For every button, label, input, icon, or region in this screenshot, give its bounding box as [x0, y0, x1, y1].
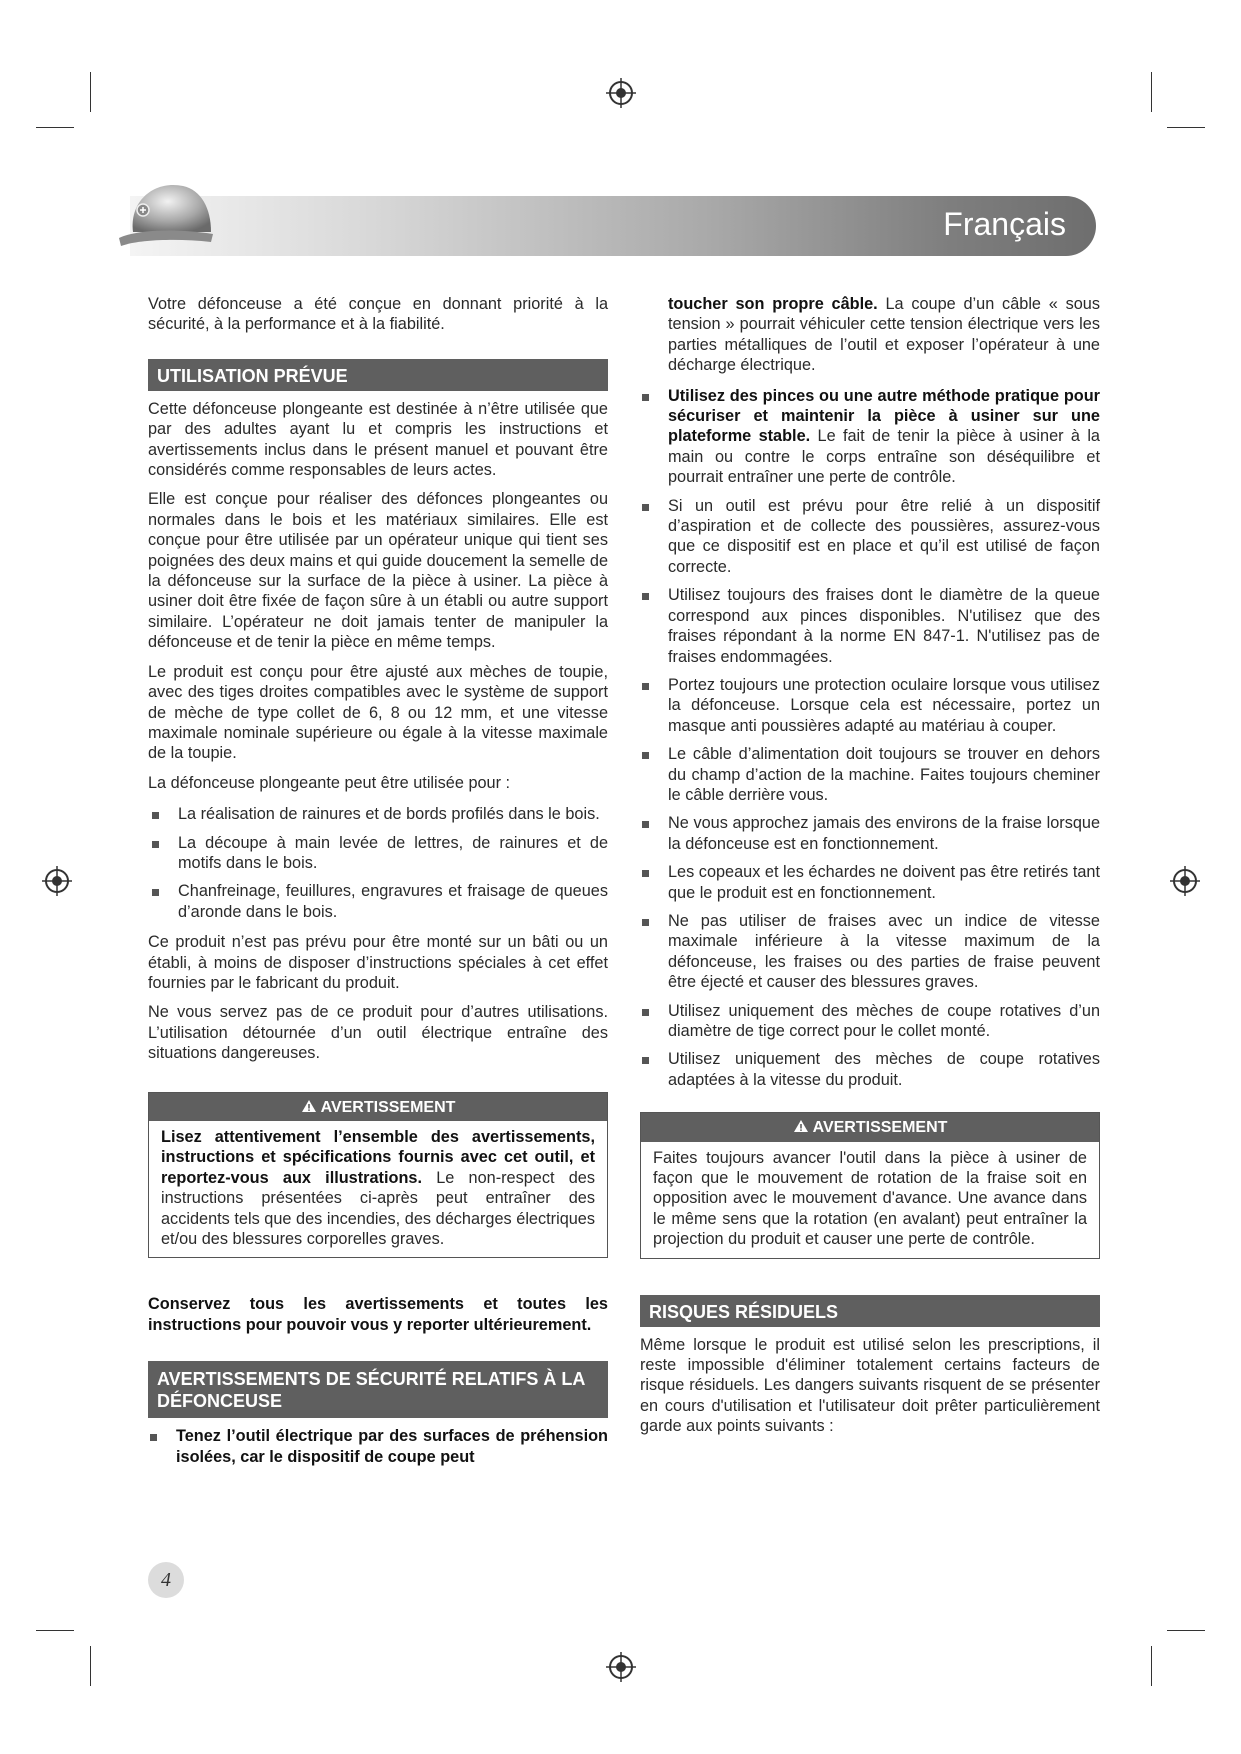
registration-mark-icon [606, 78, 636, 108]
usage-paragraph: Ne vous servez pas de ce produit pour d’autres utilisations. L’utilisation détournée d’un outil électrique entraîne des situations dangereuses. [148, 1003, 608, 1063]
warning-text: Le non-respect des instructions présentées ci-après peut entraîner des accidents tels que des incendies, des décharges électriques et/ou des blessures corporelles graves. [161, 1168, 595, 1249]
safety-bullet-text: Tenez l’outil électrique par des surfaces de préhension isolées, car le dispositif de coupe peut [176, 1427, 608, 1466]
warning-header [641, 1113, 1099, 1141]
usage-paragraph: La défonceuse plongeante peut être utilisée pour : [148, 773, 511, 792]
helmet-icon [115, 160, 215, 260]
list-item: Ne pas utiliser de fraises avec un indice de vitesse maximale inférieure à la vitesse maximum de la défonceuse, les fraises ou des parties de fraise peuvent être éjecté et causer des blessures graves. [640, 911, 1100, 993]
warning-triangle-icon [301, 1099, 317, 1113]
intro-text: Votre défonceuse a été conçue en donnant priorité à la sécurité, à la performance et à la fiabilité. [148, 295, 608, 334]
warning-body: Faites toujours avancer l'outil dans la pièce à usiner de façon que le mouvement de rotation de la fraise soit en opposition avec le mouvement d'avance. Une avance dans le même sens que la rotation (en avalant) peut entraîner la projection du produit et causer une perte de contrôle. [653, 1148, 1087, 1249]
residual-paragraph: Même lorsque le produit est utilisé selon les prescriptions, il reste impossible d'éliminer totalement certains facteurs de risque résiduels. Les dangers suivants risquent de se présenter en cours d'utilisation et l'utilisateur doit prêter particulièrement garde aux points suivants : [640, 1335, 1100, 1436]
list-item [640, 386, 1100, 488]
crop-mark [90, 72, 91, 112]
list-item: Chanfreinage, feuillures, engravures et fraisage de queues d’aronde dans le bois. [148, 881, 608, 922]
list-item: Si un outil est prévu pour être relié à un dispositif d’aspiration et de collecte des poussières, assurez-vous que ce dispositif est en place et qu’il est utilisé de façon correcte. [640, 496, 1100, 578]
warning-title: AVERTISSEMENT [320, 1098, 456, 1116]
list-item: Utilisez uniquement des mèches de coupe rotatives adaptées à la vitesse du produit. [640, 1049, 1100, 1090]
usage-paragraph: Ce produit n’est pas prévu pour être monté sur un bâti ou un établi, à moins de disposer d’instructions spéciales à cet effet fournies par le fabricant du produit. [148, 933, 608, 992]
safety-section-title: AVERTISSEMENTS DE SÉCURITÉ RELATIFS À LA DÉFONCEUSE [148, 1361, 608, 1418]
list-item: Utilisez toujours des fraises dont le diamètre de la queue correspond aux pinces disponibles. N'utilisez que des fraises répondant à la norme EN 847-1. N'utilisez pas de fraises endommagées. [640, 585, 1100, 667]
crop-mark [36, 127, 74, 128]
usage-paragraph: Cette défonceuse plongeante est destinée à n’être utilisée que par des adultes ayant lu et compris les instructions et avertissements inclus dans le présent manuel et pouvant être considérés comme responsables de leurs actes. [148, 399, 608, 480]
page-number: 4 [148, 1562, 184, 1598]
continued-text: La coupe d’un câble « sous tension » pourrait véhiculer cette tension électrique vers les parties métalliques de l’outil et exposer l’opérateur à une décharge électrique. [668, 295, 1100, 375]
warning-body [149, 1121, 607, 1257]
bullet-text: Le fait de tenir la pièce à usiner à la main ou contre le corps entraîne son déséquilibre et pourrait entraîner une perte de contrôle. [668, 427, 1100, 487]
usage-paragraph: Elle est conçue pour réaliser des défonces plongeantes ou normales dans le bois et les matériaux similaires. Elle est conçue pour être utilisée par un opérateur unique qui tient ses poignées des deux mains et qui guide doucement la semelle de la défonceuse sur la surface de la pièce à usiner. La pièce à usiner doit être fixée de façon sûre à un établi ou autre support similaire. L’opérateur ne doit jamais tenter de manipuler la défonceuse et de tenir la pièce en même temps. [148, 490, 608, 652]
warning-triangle-icon [793, 1119, 809, 1133]
warning-bold-text: Lisez attentivement l’ensemble des avertissements, instructions et spécifications fournis avec cet outil, et reportez-vous aux illustrations. [161, 1128, 595, 1187]
bullet-bold: Utilisez des pinces ou une autre méthode pratique pour sécuriser et maintenir la pièce à usiner sur une plateforme stable. [668, 386, 1100, 446]
crop-mark [1167, 127, 1205, 128]
registration-mark-icon [1170, 866, 1200, 896]
list-item: La réalisation de rainures et de bords profilés dans le bois. [148, 804, 608, 824]
right-column [640, 294, 1100, 1446]
crop-mark [1151, 1646, 1152, 1686]
list-item: La découpe à main levée de lettres, de rainures et de motifs dans le bois. [148, 833, 608, 874]
residual-section-title: RISQUES RÉSIDUELS [640, 1295, 1100, 1327]
list-item: Le câble d’alimentation doit toujours se trouver en dehors du champ d’action de la machine. Faites toujours cheminer le câble derrière vous. [640, 744, 1100, 805]
warning-title: AVERTISSEMENT [812, 1119, 948, 1137]
crop-mark [1167, 1630, 1205, 1631]
list-item: Utilisez uniquement des mèches de coupe rotatives d’un diamètre de tige correct pour le collet monté. [640, 1001, 1100, 1042]
warning-header [149, 1093, 607, 1121]
list-item [148, 1426, 608, 1467]
continued-bold: toucher son propre câble. [668, 295, 878, 313]
keep-instructions-text: Conservez tous les avertissements et toutes les instructions pour pouvoir vous y reporter ultérieurement. [148, 1295, 608, 1334]
keep-instructions [148, 1294, 608, 1335]
crop-mark [36, 1630, 74, 1631]
list-item: Ne vous approchez jamais des environs de la fraise lorsque la défonceuse est en fonctionnement. [640, 813, 1100, 854]
registration-mark-icon [42, 866, 72, 896]
list-item: Les copeaux et les échardes ne doivent pas être retirés tant que le produit est en fonctionnement. [640, 862, 1100, 903]
usage-section-title: UTILISATION PRÉVUE [148, 359, 608, 391]
registration-mark-icon [606, 1652, 636, 1682]
usage-paragraph: Le produit est conçu pour être ajusté aux mèches de toupie, avec des tiges droites compatibles avec le système de support de mèche de type collet de 6, 8 ou 12 mm, et une vitesse maximale nominale supérieure ou égale à la vitesse maximale de la toupie. [148, 662, 608, 763]
language-header [130, 196, 1096, 256]
crop-mark [90, 1646, 91, 1686]
list-item: Portez toujours une protection oculaire lorsque vous utilisez la défonceuse. Lorsque cela est nécessaire, portez un masque anti poussières adapté au matériau à couper. [640, 675, 1100, 736]
left-column [148, 294, 608, 1475]
continued-paragraph [640, 294, 1100, 376]
language-title: Français [943, 206, 1066, 242]
crop-mark [1151, 72, 1152, 112]
warning-box [640, 1112, 1100, 1258]
warning-box [148, 1092, 608, 1259]
